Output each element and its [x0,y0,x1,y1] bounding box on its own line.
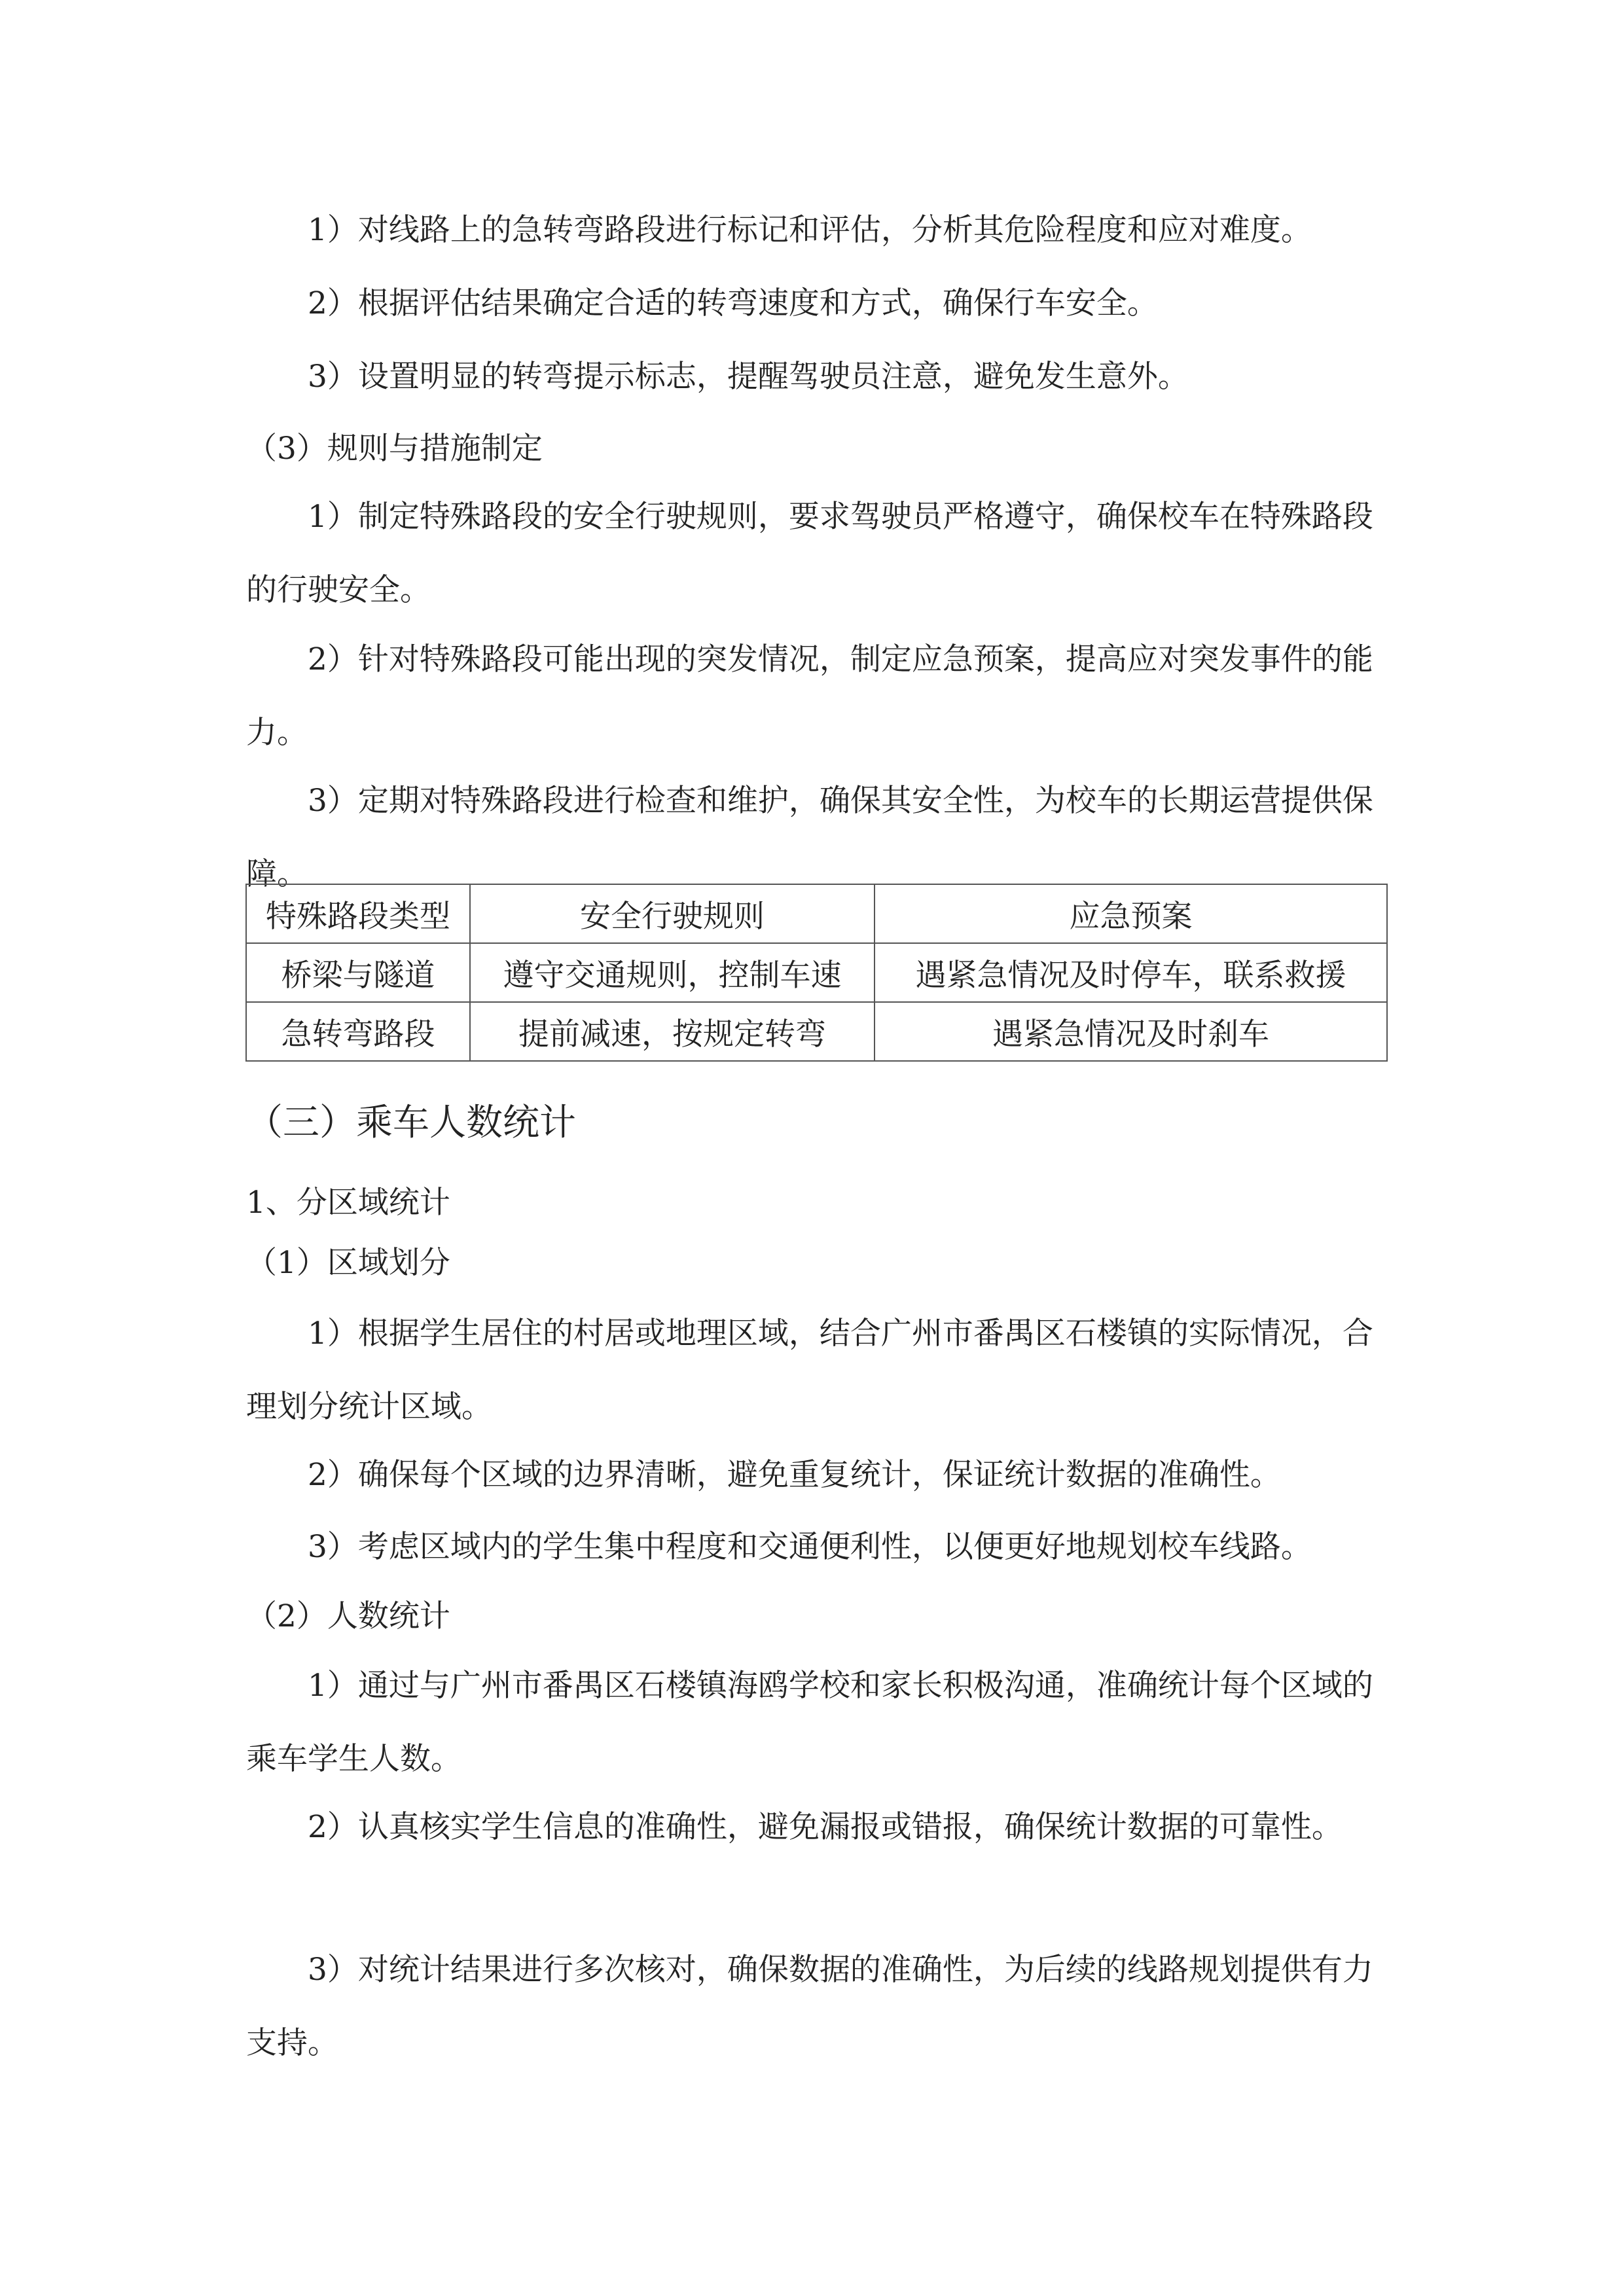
paragraph-sharp-turn-1: 1）对线路上的急转弯路段进行标记和评估，分析其危险程度和应对难度。 [308,212,1312,248]
table-cell: 遇紧急情况及时刹车 [875,1002,1387,1061]
table-row [246,1002,1387,1061]
table-cell: 桥梁与隧道 [246,943,470,1002]
section-title-rules: （3）规则与措施制定 [246,431,543,467]
paragraph-rule-1: 1）制定特殊路段的安全行驶规则，要求驾驶员严格遵守，确保校车在特殊路段的行驶安全。 [246,499,1373,608]
paragraph-region-3: 3）考虑区域内的学生集中程度和交通便利性，以便更好地规划校车线路。 [308,1529,1312,1565]
table-header-cell: 安全行驶规则 [470,884,875,943]
table-cell: 遇紧急情况及时停车，联系救援 [875,943,1387,1002]
paragraph-count-1: 1）通过与广州市番禺区石楼镇海鸥学校和家长积极沟通，准确统计每个区域的乘车学生人数。 [246,1668,1373,1777]
paragraph-rule-3: 3）定期对特殊路段进行检查和维护，确保其安全性，为校车的长期运营提供保障。 [246,783,1373,892]
paragraph-sharp-turn-3: 3）设置明显的转弯提示标志，提醒驾驶员注意，避免发生意外。 [308,359,1189,395]
table-header-cell: 特殊路段类型 [246,884,470,943]
subsection-title-regional: 1、分区域统计 [246,1185,450,1221]
table-cell: 遵守交通规则，控制车速 [470,943,875,1002]
table-cell: 急转弯路段 [246,1002,470,1061]
special-road-table [245,884,1388,1062]
paragraph-count-2: 2）认真核实学生信息的准确性，避免漏报或错报，确保统计数据的可靠性。 [308,1809,1343,1845]
paragraph-region-2: 2）确保每个区域的边界清晰，避免重复统计，保证统计数据的准确性。 [308,1457,1281,1493]
subsection-title-region-division: （1）区域划分 [246,1245,450,1281]
chapter-title: （三）乘车人数统计 [246,1102,576,1144]
paragraph-region-1: 1）根据学生居住的村居或地理区域，结合广州市番禺区石楼镇的实际情况，合理划分统计区域。 [246,1316,1373,1425]
table-row [246,943,1387,1002]
paragraph-rule-2: 2）针对特殊路段可能出现的突发情况，制定应急预案，提高应对突发事件的能力。 [246,641,1373,751]
table-cell: 提前减速，按规定转弯 [470,1002,875,1061]
paragraph-count-3: 3）对统计结果进行多次核对，确保数据的准确性，为后续的线路规划提供有力支持。 [246,1952,1373,2061]
subsection-title-count: （2）人数统计 [246,1598,450,1634]
table-header-row [246,884,1387,943]
table-header-cell: 应急预案 [875,884,1387,943]
paragraph-sharp-turn-2: 2）根据评估结果确定合适的转弯速度和方式，确保行车安全。 [308,285,1158,321]
